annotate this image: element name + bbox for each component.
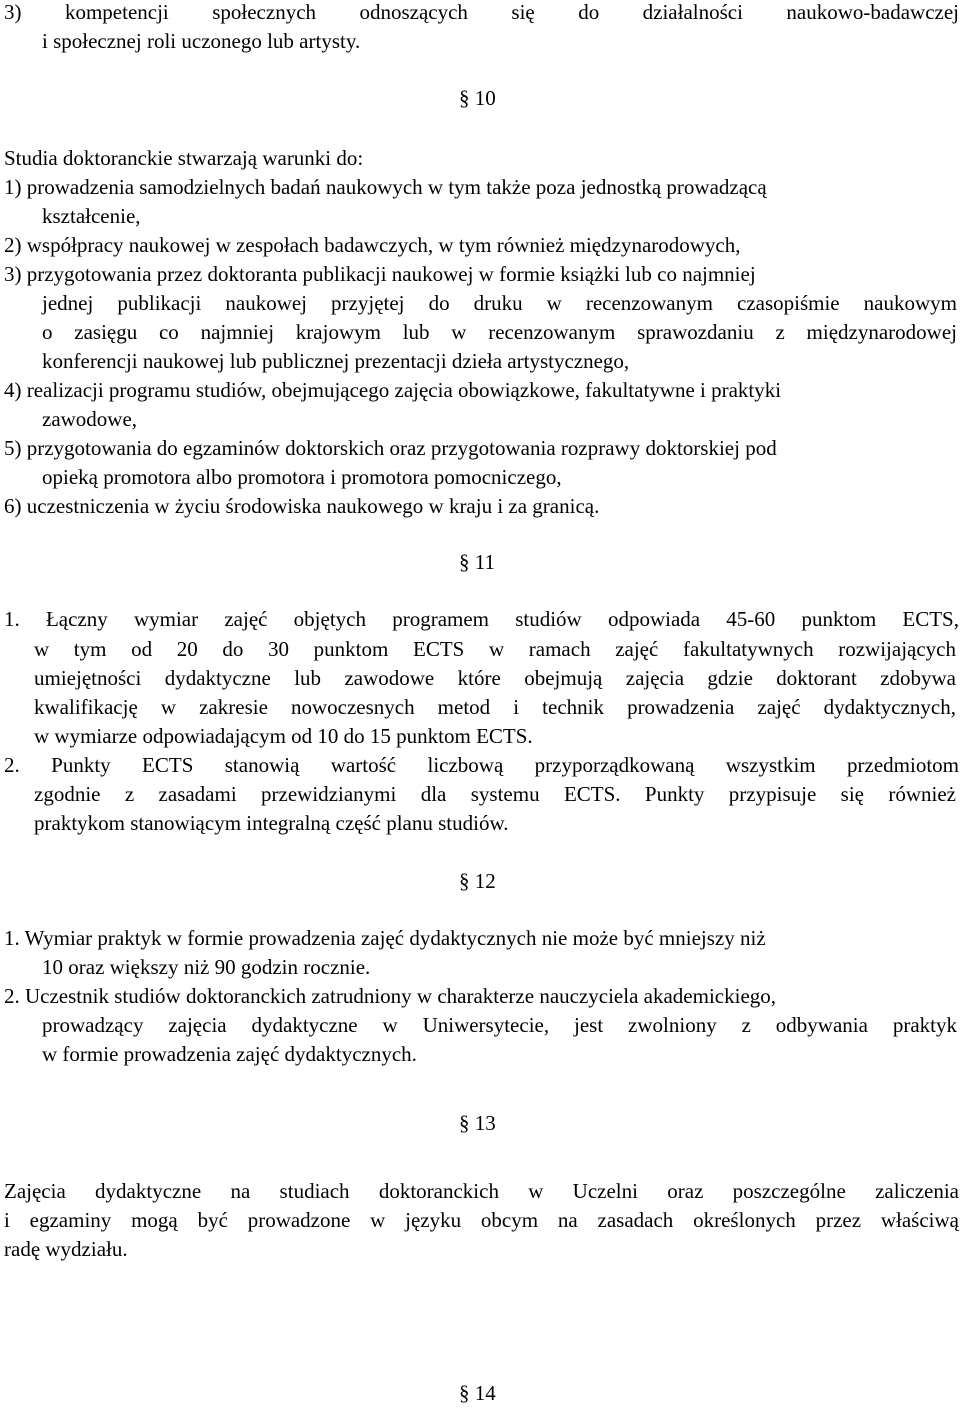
section-11-point-1-line-4: kwalifikację w zakresie nowoczesnych metod i technik prowadzenia zajęć dydaktycznych,	[34, 695, 956, 719]
section-10-item-1-line-1: 1) prowadzenia samodzielnych badań naukowych w tym także poza jednostką prowadzącą	[4, 175, 767, 199]
section-11-point-2-line-2: zgodnie z zasadami przewidzianymi dla systemu ECTS. Punkty przypisuje się również	[34, 782, 956, 806]
section-13-paragraph-line-3: radę wydziału.	[4, 1237, 128, 1261]
section-10-item-1-line-2: kształcenie,	[42, 204, 141, 228]
section-13-paragraph-line-2: i egzaminy mogą być prowadzone w języku obcym na zasadach określonych przez właściwą	[4, 1208, 959, 1232]
section-11-point-1-line-3: umiejętności dydaktyczne lub zawodowe które obejmują zajęcia gdzie doktorant zdobywa	[34, 666, 956, 690]
section-12-point-1-line-1: 1. Wymiar praktyk w formie prowadzenia zajęć dydaktycznych nie może być mniejszy niż	[4, 926, 766, 950]
section-10-item-4-line-2: zawodowe,	[42, 407, 138, 431]
section-10-item-3-line-2: jednej publikacji naukowej przyjętej do druku w recenzowanym czasopiśmie naukowym	[42, 291, 957, 315]
section-12-heading: § 12	[459, 869, 496, 893]
section-10-item-2: 2) współpracy naukowej w zespołach badawczych, w tym również międzynarodowych,	[4, 233, 741, 257]
item-3-competencies-line-2: i społecznej roli uczonego lub artysty.	[42, 29, 361, 53]
section-10-item-3-line-1: 3) przygotowania przez doktoranta publikacji naukowej w formie książki lub co najmniej	[4, 262, 756, 286]
item-3-competencies-line-1: 3) kompetencji społecznych odnoszących się do działalności naukowo-badawczej	[4, 0, 959, 24]
section-11-heading: § 11	[459, 550, 495, 574]
section-12-point-2-line-3: w formie prowadzenia zajęć dydaktycznych.	[42, 1042, 417, 1066]
section-10-item-3-line-3: o zasięgu co najmniej krajowym lub w recenzowanym sprawozdaniu z międzynarodowej	[42, 320, 957, 344]
section-14-heading: § 14	[459, 1381, 496, 1405]
section-11-point-1-line-1: 1. Łączny wymiar zajęć objętych programem studiów odpowiada 45-60 punktom ECTS,	[4, 607, 959, 631]
section-13-heading: § 13	[459, 1111, 496, 1135]
section-10-item-5-line-1: 5) przygotowania do egzaminów doktorskich oraz przygotowania rozprawy doktorskiej pod	[4, 436, 777, 460]
section-11-point-1-line-5: w wymiarze odpowiadającym od 10 do 15 punktom ECTS.	[34, 724, 533, 748]
section-12-point-2-line-1: 2. Uczestnik studiów doktoranckich zatrudniony w charakterze nauczyciela akademickiego,	[4, 984, 777, 1008]
section-10-intro: Studia doktoranckie stwarzają warunki do:	[4, 146, 364, 170]
section-10-heading: § 10	[459, 86, 496, 110]
section-10-item-4-line-1: 4) realizacji programu studiów, obejmującego zajęcia obowiązkowe, fakultatywne i praktyki	[4, 378, 782, 402]
section-11-point-1-line-2: w tym od 20 do 30 punktom ECTS w ramach zajęć fakultatywnych rozwijających	[34, 637, 956, 661]
section-11-point-2-line-3: praktykom stanowiącym integralną część planu studiów.	[34, 811, 509, 835]
section-10-item-6: 6) uczestniczenia w życiu środowiska naukowego w kraju i za granicą.	[4, 494, 600, 518]
section-10-item-5-line-2: opieką promotora albo promotora i promotora pomocniczego,	[42, 465, 562, 489]
section-10-item-3-line-4: konferencji naukowej lub publicznej prezentacji dzieła artystycznego,	[42, 349, 630, 373]
section-12-point-2-line-2: prowadzący zajęcia dydaktyczne w Uniwersytecie, jest zwolniony z odbywania praktyk	[42, 1013, 957, 1037]
section-12-point-1-line-2: 10 oraz większy niż 90 godzin rocznie.	[42, 955, 371, 979]
section-11-point-2-line-1: 2. Punkty ECTS stanowią wartość liczbową przyporządkowaną wszystkim przedmiotom	[4, 753, 959, 777]
section-13-paragraph-line-1: Zajęcia dydaktyczne na studiach doktoranckich w Uczelni oraz poszczególne zaliczenia	[4, 1179, 959, 1203]
